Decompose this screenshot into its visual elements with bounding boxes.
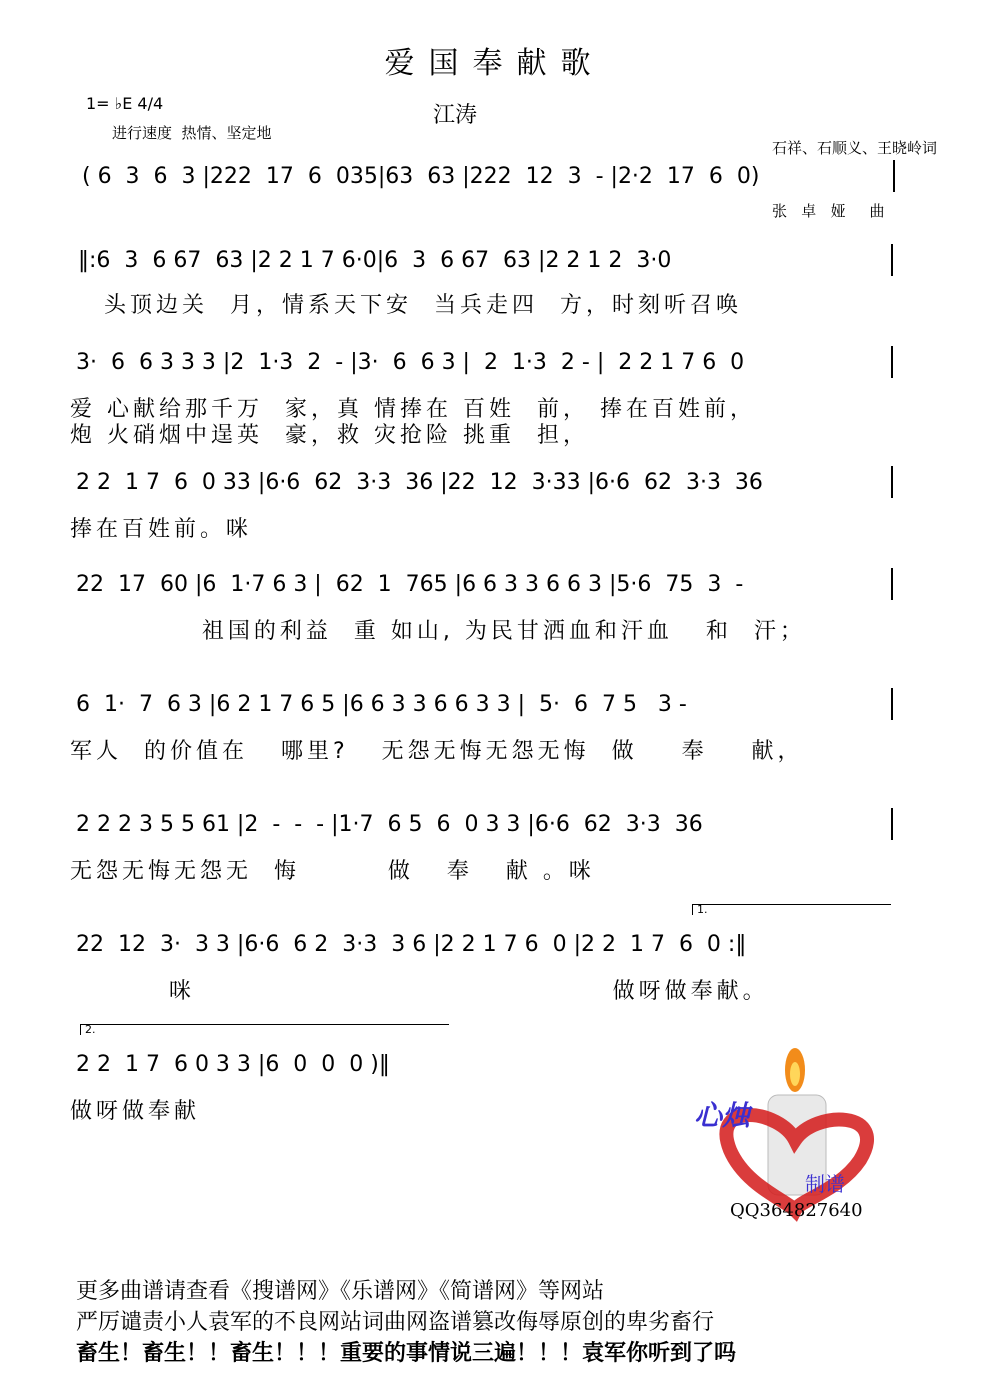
singer-name: 江涛 [433, 103, 478, 128]
lyrics: 军人 的价值在 哪里? 无怨无悔无怨无悔 做 奉 献， [70, 739, 804, 764]
notes: 2 2 1 7 6 0 33 |6·6 62 3·3 36 |22 12 3·33 |6·6 62 3·3 36 [76, 470, 763, 495]
barline [891, 244, 893, 276]
notes: ( 6 3 6 3 |222 17 6 035|63 63 |222 12 3 - |2·2 17 6 0) [82, 164, 760, 189]
candle-stamp [690, 1040, 890, 1230]
lyrics: 祖国的利益 重 如山, 为民甘洒血和汗血 和 汗； [70, 619, 806, 644]
score-line-8 [0, 903, 989, 1008]
score-line-5 [0, 568, 989, 648]
barline [891, 346, 893, 378]
notes: 2 2 2 3 5 5 61 |2 - - - |1·7 6 5 6 0 3 3 |6·6 62 3·3 36 [76, 812, 703, 837]
barline [891, 466, 893, 498]
notes: 6 1· 7 6 3 |6 2 1 7 6 5 |6 6 3 3 6 6 3 3 | 5· 6 7 5 3 - [76, 692, 687, 717]
tempo-marking: 进行速度 热情、坚定地 [112, 124, 272, 142]
notes: 22 12 3· 3 3 |6·6 6 2 3·3 3 6 |2 2 1 7 6 0 |2 2 1 7 6 0 :‖ [76, 932, 747, 957]
volta-2-bracket: 2. [80, 1024, 449, 1035]
lyrics-verse-2: 炮 火硝烟中逞英 豪，救 灾抢险 挑重 担， [70, 423, 589, 448]
stamp-subtext: 制谱 [805, 1172, 845, 1196]
score-line-1 [0, 160, 989, 240]
key-signature: 1= ♭E 4/4 [86, 94, 164, 113]
stamp-qq: QQ364827640 [730, 1200, 863, 1221]
barline [891, 568, 893, 600]
score-line-3 [0, 346, 989, 448]
lyricist: 石祥、石顺义、王晓岭词 [772, 139, 938, 157]
lyrics: 捧在百姓前。咪 [70, 517, 253, 542]
barline [891, 688, 893, 720]
footer-line-3: 畜生！畜生！！畜生！！！重要的事情说三遍！！！袁军你听到了吗 [76, 1341, 737, 1366]
lyrics: 无怨无悔无怨无 悔 做 奉 献 。咪 [70, 859, 595, 884]
stamp-text: 心烛 [694, 1099, 751, 1132]
score-line-6 [0, 688, 989, 768]
volta-1-bracket: 1. [692, 904, 891, 915]
page-title: 爱国奉献歌 [384, 46, 605, 81]
lyrics: 爱 心献给那千万 家，真 情捧在 百姓 前， 捧在百姓前， [70, 397, 756, 422]
score-line-2 [0, 244, 989, 324]
footer-line-2: 严厉谴责小人袁军的不良网站词曲网盗谱篡改侮辱原创的卑劣畜行 [76, 1310, 715, 1335]
lyrics: 头顶边关 月，情系天下安 当兵走四 方，时刻听召唤 [104, 293, 742, 318]
score-line-4 [0, 466, 989, 546]
notes: ‖:6 3 6 67 63 |2 2 1 7 6·0|6 3 6 67 63 |2 2 1 2 3·0 [78, 248, 672, 273]
notes: 2 2 1 7 6 0 3 3 |6 0 0 0 )‖ [76, 1052, 390, 1077]
lyrics: 咪 做呀做奉献。 [70, 979, 769, 1004]
composer: 张 卓 娅 曲 [772, 202, 885, 220]
footer-line-1: 更多曲谱请查看《搜谱网》《乐谱网》《简谱网》等网站 [76, 1279, 605, 1304]
notes: 3· 6 6 3 3 3 |2 1·3 2 - |3· 6 6 3 | 2 1·3 2 - | 2 2 1 7 6 0 [76, 350, 745, 375]
lyrics: 做呀做奉献 [70, 1099, 201, 1124]
barline [891, 808, 893, 840]
barline [893, 160, 895, 192]
score-line-7 [0, 808, 989, 888]
notes: 22 17 60 |6 1·7 6 3 | 62 1 765 |6 6 3 3 6 6 3 |5·6 75 3 - [76, 572, 744, 597]
